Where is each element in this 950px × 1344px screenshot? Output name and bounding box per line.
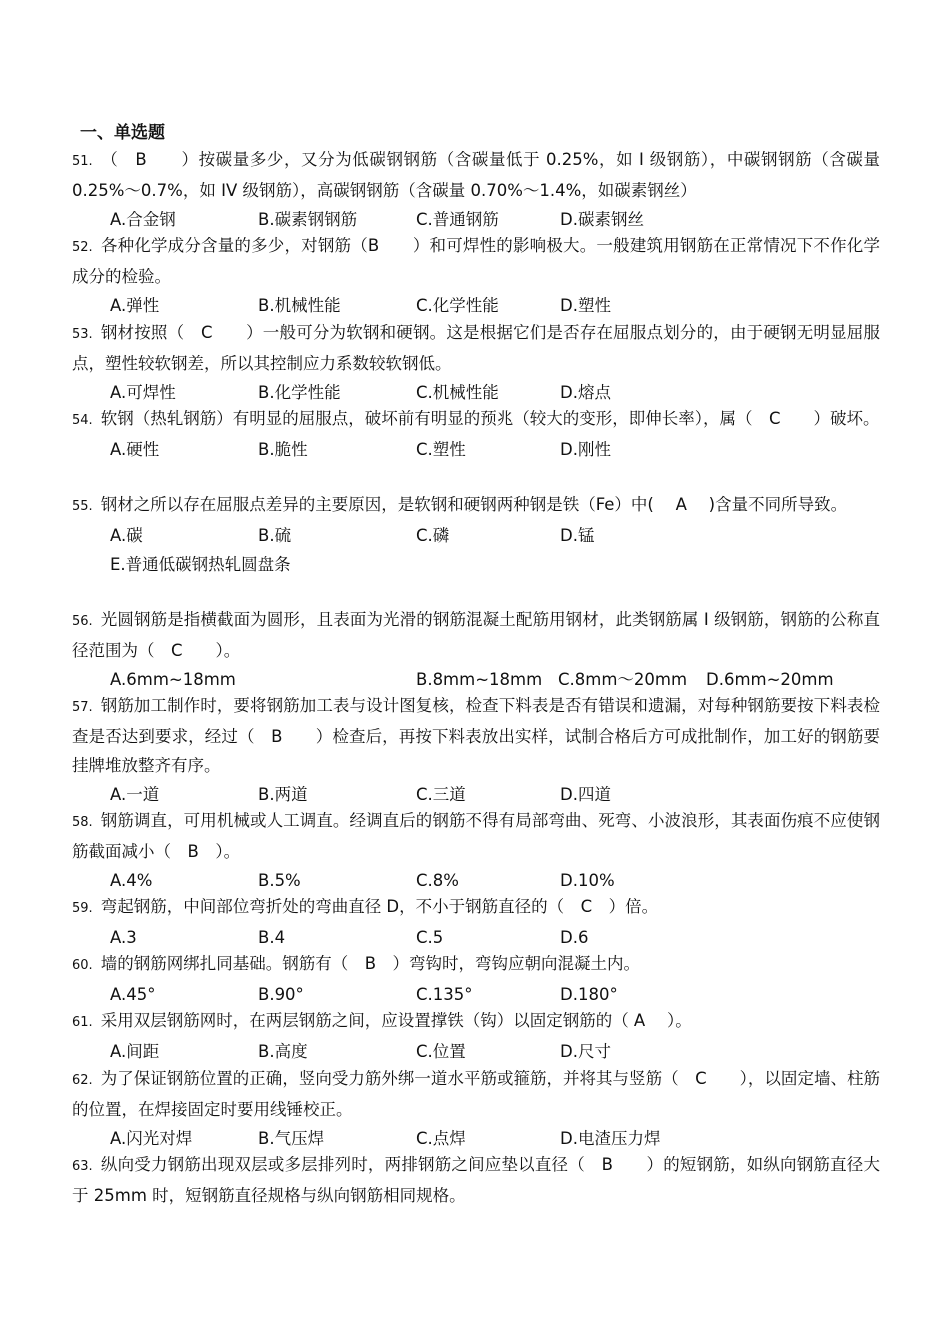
option-b: B.高度 [258,1042,308,1061]
option-d: D.尺寸 [560,1042,611,1061]
option-d: D.电渣压力焊 [560,1129,661,1148]
option-c: C.5 [416,928,444,947]
option-b: B.90° [258,985,304,1004]
option-d: D.180° [560,985,618,1004]
question-51 [72,145,880,234]
question-text: 采用双层钢筋网时，在两层钢筋之间，应设置撑铁（钩）以固定钢筋的（ A ）。 [100,1011,692,1030]
question-text: 钢材按照（ C ）一般可分为软钢和硬钢。这是根据它们是否存在屈服点划分的，由于硬钢无明显屈服点，塑性较软钢差，所以其控制应力系数较软钢低。 [72,323,880,373]
option-d: D.刚性 [560,440,611,459]
option-b: B.气压焊 [258,1129,325,1148]
option-b: B.硫 [258,526,292,545]
option-b: B.机械性能 [258,296,341,315]
question-number: 55. [72,499,93,514]
question-text: 钢筋加工制作时，要将钢筋加工表与设计图复核，检查下料表是否有错误和遗漏，对每种钢筋要按下料表检查是否达到要求，经过（ B ）检查后，再按下料表放出实样，试制合格后方可成批制作，加工好的钢筋要挂牌堆放整齐有序。 [72,696,880,775]
options-row [110,780,880,809]
question-number: 51. [72,154,93,169]
question-58 [72,806,880,895]
options-row [110,521,880,550]
option-c: C.位置 [416,1042,466,1061]
options-row [110,291,880,320]
option-b: B.两道 [258,785,308,804]
question-53 [72,318,880,407]
question-text: 钢材之所以存在屈服点差异的主要原因，是软钢和硬钢两种钢是铁（Fe）中( A )含量不同所导致。 [100,495,848,514]
question-number: 54. [72,413,93,428]
options-row [110,435,880,464]
question-text: 光圆钢筋是指横截面为圆形，且表面为光滑的钢筋混凝土配筋用钢材，此类钢筋属 I 级钢筋，钢筋的公称直径范围为（ C ）。 [72,610,880,660]
option-e: E.普通低碳钢热轧圆盘条 [110,555,291,574]
question-stem [72,605,880,665]
option-b: B.8mm~18mm [416,670,543,689]
option-a: A.3 [110,928,137,947]
question-text: 钢筋调直，可用机械或人工调直。经调直后的钢筋不得有局部弯曲、死弯、小波浪形，其表面伤痕不应使钢筋截面减小（ B ）。 [72,811,880,861]
question-stem [72,1006,880,1037]
question-number: 60. [72,958,93,973]
question-61 [72,1006,880,1066]
question-number: 58. [72,815,93,830]
option-c: C.塑性 [416,440,466,459]
option-c: C.普通钢筋 [416,210,499,229]
option-a: A.弹性 [110,296,160,315]
option-a: A.6mm~18mm [110,670,236,689]
question-number: 57. [72,700,93,715]
option-a: A.间距 [110,1042,160,1061]
question-stem [72,231,880,291]
question-text: 纵向受力钢筋出现双层或多层排列时，两排钢筋之间应垫以直径（ B ）的短钢筋，如纵向钢筋直径大于 25mm 时，短钢筋直径规格与纵向钢筋相同规格。 [72,1155,880,1205]
question-number: 59. [72,901,93,916]
option-c: C.8mm～20mm [558,670,688,689]
options-row [110,980,880,1009]
option-b: B.脆性 [258,440,308,459]
question-stem [72,490,880,521]
options-row [110,866,880,895]
option-a: A.闪光对焊 [110,1129,193,1148]
option-d: D.塑性 [560,296,611,315]
option-b: B.化学性能 [258,383,341,402]
question-text: 软钢（热轧钢筋）有明显的屈服点，破坏前有明显的预兆（较大的变形，即伸长率），属（ C ）破坏。 [100,409,880,428]
option-c: C.点焊 [416,1129,466,1148]
question-55 [72,490,880,579]
question-54 [72,404,880,464]
option-d: D.10% [560,871,615,890]
question-62 [72,1064,880,1153]
option-a: A.碳 [110,526,143,545]
question-number: 61. [72,1015,93,1030]
question-57 [72,691,880,809]
question-60 [72,949,880,1009]
question-text: （ B ）按碳量多少，又分为低碳钢钢筋（含碳量低于 0.25%，如 I 级钢筋），中碳钢钢筋（含碳量 0.25%～0.7%，如 IV 级钢筋），高碳钢钢筋（含碳量 0.70%～1.4%，如碳素钢丝） [72,150,880,200]
option-a: A.硬性 [110,440,160,459]
question-number: 52. [72,240,93,255]
question-63 [72,1150,880,1210]
question-stem [72,892,880,923]
option-a: A.一道 [110,785,160,804]
option-d: D.碳素钢丝 [560,210,644,229]
option-a: A.可焊性 [110,383,176,402]
question-stem [72,1064,880,1124]
option-c: C.三道 [416,785,466,804]
options-row [110,665,880,694]
option-b: B.4 [258,928,286,947]
option-d: D.锰 [560,526,595,545]
question-number: 62. [72,1073,93,1088]
section-title: 一、单选题 [80,123,165,143]
question-text: 墙的钢筋网绑扎同基础。钢筋有（ B ）弯钩时，弯钩应朝向混凝土内。 [100,954,641,973]
options-row [110,923,880,952]
question-59 [72,892,880,952]
option-c: C.机械性能 [416,383,499,402]
options-row [110,205,880,234]
question-stem [72,691,880,780]
question-stem [72,806,880,866]
question-number: 53. [72,327,93,342]
option-d: D.四道 [560,785,611,804]
question-stem [72,404,880,435]
question-number: 56. [72,614,93,629]
option-d: D.熔点 [560,383,611,402]
option-b: B.5% [258,871,301,890]
option-a: A.4% [110,871,153,890]
options-row [110,1037,880,1066]
question-52 [72,231,880,320]
option-a: A.合金钢 [110,210,176,229]
question-stem [72,318,880,378]
question-text: 各种化学成分含量的多少，对钢筋（B ）和可焊性的影响极大。一般建筑用钢筋在正常情况下不作化学成分的检验。 [72,236,880,286]
option-c: C.8% [416,871,459,890]
option-d: D.6 [560,928,589,947]
option-c: C.135° [416,985,473,1004]
question-stem [72,949,880,980]
question-number: 63. [72,1159,93,1174]
options-row [110,378,880,407]
question-stem [72,1150,880,1210]
question-text: 弯起钢筋，中间部位弯折处的弯曲直径 D，不小于钢筋直径的（ C ）倍。 [100,897,659,916]
option-b: B.碳素钢钢筋 [258,210,358,229]
question-56 [72,605,880,694]
option-c: C.化学性能 [416,296,499,315]
option-a: A.45° [110,985,156,1004]
question-text: 为了保证钢筋位置的正确，竖向受力筋外绑一道水平筋或箍筋，并将其与竖筋（ C ），以固定墙、柱筋的位置，在焊接固定时要用线锤校正。 [72,1069,880,1119]
question-stem [72,145,880,205]
option-d: D.6mm~20mm [706,670,834,689]
option-c: C.磷 [416,526,450,545]
options-row [110,1124,880,1153]
